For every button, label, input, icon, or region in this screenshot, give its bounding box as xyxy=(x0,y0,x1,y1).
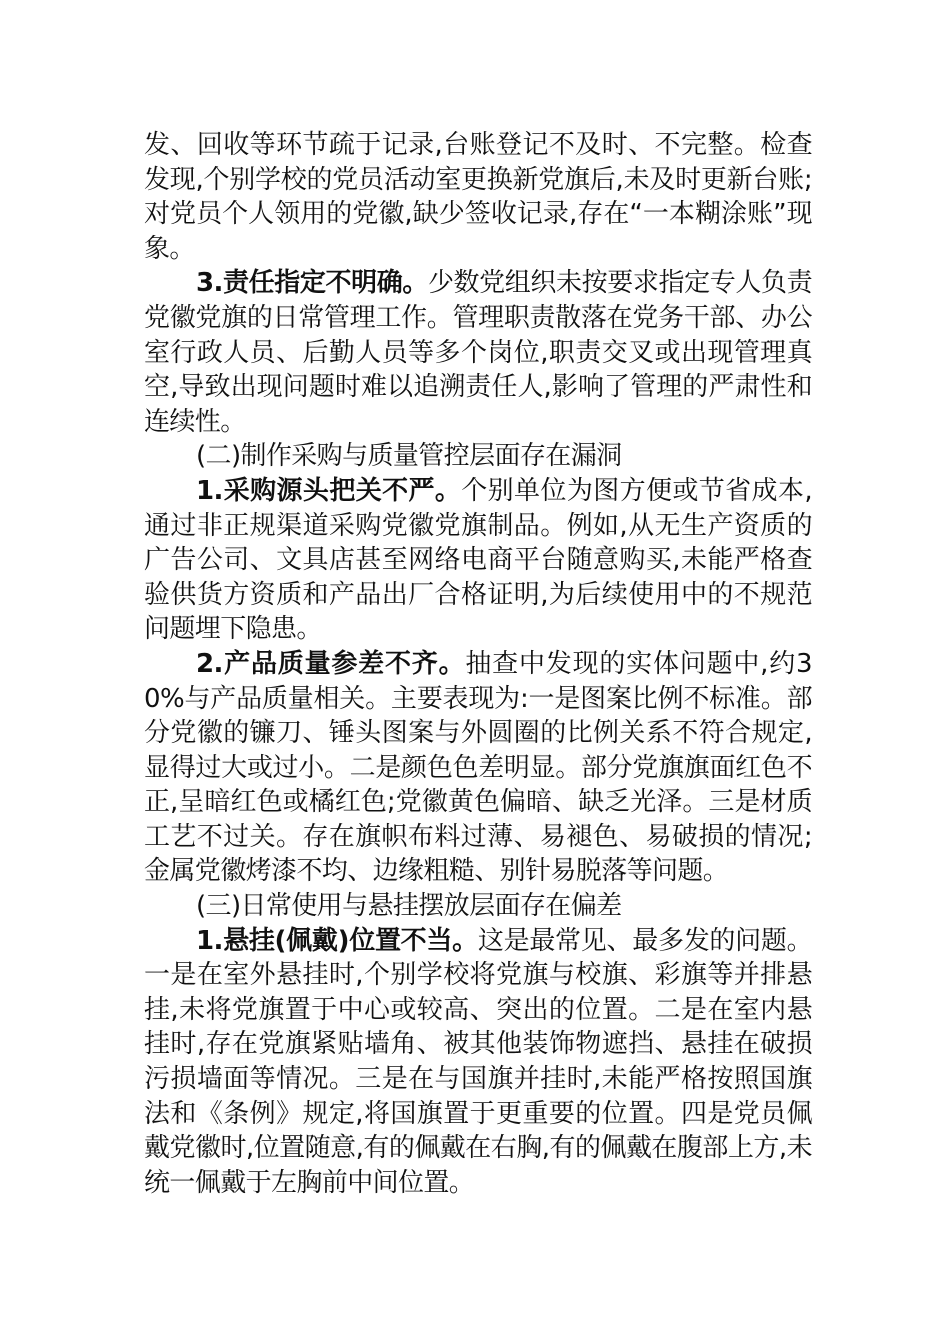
paragraph-text: 这是最常见、最多发的问题。一是在室外悬挂时,个别学校将党旗与校旗、彩旗等并排悬挂,未将党旗置于中心或较高、突出的位置。二是在室内悬挂时,存在党旗紧贴墙角、被其他装饰物遮挡、悬挂在破损污损墙面等情况。三是在与国旗并挂时,未能严格按照国旗法和《条例》规定,将国旗置于更重要的位置。四是党员佩戴党徽时,位置随意,有的佩戴在右胸,有的佩戴在腹部上方,未统一佩戴于左胸前中间位置。 xyxy=(144,925,813,1198)
paragraph-text: 少数党组织未按要求指定专人负责党徽党旗的日常管理工作。管理职责散落在党务干部、办公室行政人员、后勤人员等多个岗位,职责交叉或出现管理真空,导致出现问题时难以追溯责任人,影响了管理的严肃性和连续性。 xyxy=(144,268,812,437)
paragraph-ledger-issue xyxy=(144,128,812,266)
paragraph-responsibility xyxy=(144,266,812,439)
paragraph-text: 发、回收等环节疏于记录,台账登记不及时、不完整。检查发现,个别学校的党员活动室更换新党旗后,未及时更新台账;对党员个人领用的党徽,缺少签收记录,存在“一本糊涂账”现象。 xyxy=(144,130,812,264)
document-body xyxy=(144,128,812,1200)
section-title-text: (三)日常使用与悬挂摆放层面存在偏差 xyxy=(196,891,622,922)
section-title-daily-use xyxy=(144,889,812,924)
paragraph-procurement-source xyxy=(144,474,812,647)
paragraph-product-quality xyxy=(144,647,812,889)
paragraph-heading: 3.责任指定不明确。 xyxy=(196,268,428,299)
paragraph-heading: 1.采购源头把关不严。 xyxy=(196,475,462,506)
paragraph-heading: 1.悬挂(佩戴)位置不当。 xyxy=(196,925,478,956)
paragraph-heading: 2.产品质量参差不齐。 xyxy=(196,648,466,679)
section-title-text: (二)制作采购与质量管控层面存在漏洞 xyxy=(196,441,622,472)
section-title-procurement xyxy=(144,439,812,474)
paragraph-text: 抽查中发现的实体问题中,约30%与产品质量相关。主要表现为:一是图案比例不标准。部分党徽的镰刀、锤头图案与外圆圈的比例关系不符合规定,显得过大或过小。二是颜色色差明显。部分党旗旗面红色不正,呈暗红色或橘红色;党徽黄色偏暗、缺乏光泽。三是材质工艺不过关。存在旗帜布料过薄、易褪色、易破损的情况;金属党徽烤漆不均、边缘粗糙、别针易脱落等问题。 xyxy=(144,648,812,887)
paragraph-hanging-position xyxy=(144,924,812,1201)
paragraph-text: 个别单位为图方便或节省成本,通过非正规渠道采购党徽党旗制品。例如,从无生产资质的广告公司、文具店甚至网络电商平台随意购买,未能严格查验供货方资质和产品出厂合格证明,为后续使用中的不规范问题埋下隐患。 xyxy=(144,475,812,645)
